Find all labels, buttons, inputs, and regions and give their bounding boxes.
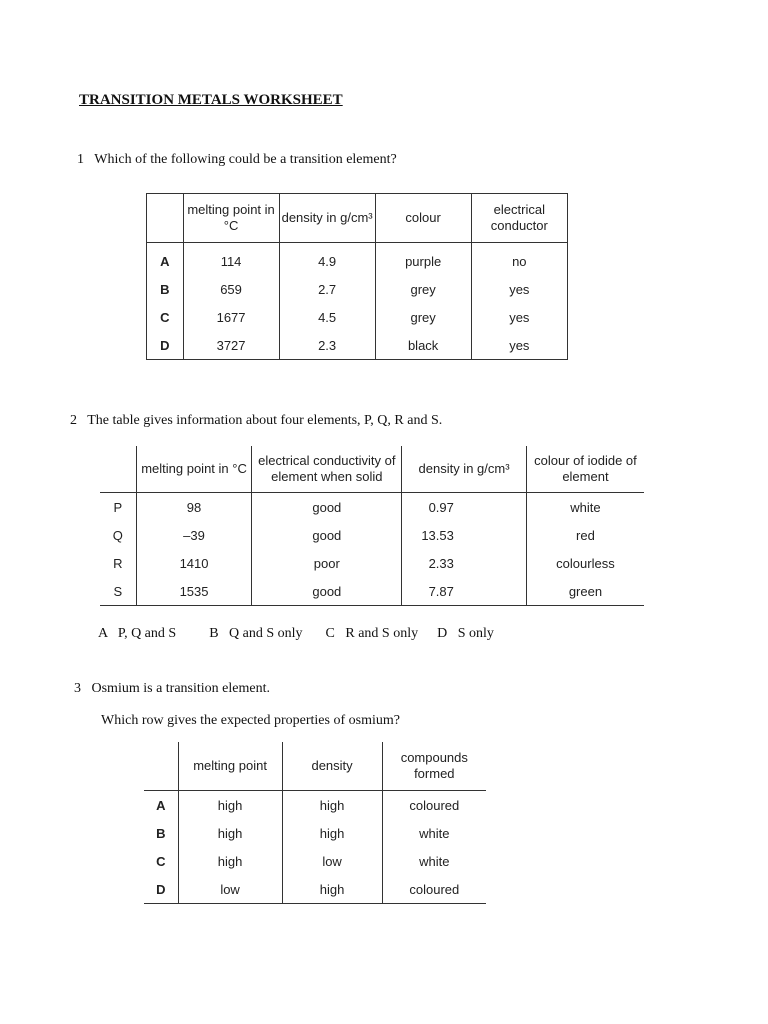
table-row <box>100 521 644 549</box>
table-header-density: density <box>282 742 382 791</box>
cell-density: low <box>282 847 382 875</box>
cell-conductor: yes <box>471 303 567 331</box>
cell-melting-point: high <box>178 847 282 875</box>
question-3 <box>74 681 270 697</box>
cell-conductor: yes <box>471 275 567 303</box>
table-row <box>147 275 568 303</box>
cell-conductivity: poor <box>252 549 402 577</box>
cell-melting-point: 114 <box>183 243 279 276</box>
cell-iodide-colour: green <box>526 577 644 606</box>
question-1 <box>77 152 397 168</box>
cell-melting-point: 659 <box>183 275 279 303</box>
cell-colour: grey <box>375 303 471 331</box>
cell-density: high <box>282 819 382 847</box>
row-label: C <box>147 303 184 331</box>
row-label: D <box>147 331 184 360</box>
table-row <box>144 791 486 820</box>
cell-melting-point: –39 <box>136 521 252 549</box>
table-row <box>147 303 568 331</box>
table-header-melting-point: melting point in °C <box>136 446 252 493</box>
row-label: A <box>147 243 184 276</box>
question-3-subtext: Which row gives the expected properties of osmium? <box>101 713 400 728</box>
cell-compounds: white <box>419 853 450 869</box>
table-row <box>144 847 486 875</box>
cell-melting-point: high <box>178 791 282 820</box>
cell-compounds: white <box>419 825 450 841</box>
table-header-melting-point: melting point in °C <box>183 194 279 243</box>
cell-density: 0.97 <box>402 493 527 522</box>
cell-density: 2.7 <box>279 275 375 303</box>
table-header-colour-of-iodide: colour of iodide of element <box>526 446 644 493</box>
question-2-table <box>100 446 644 606</box>
row-label: S <box>100 577 136 606</box>
cell-density: high <box>282 875 382 904</box>
cell-iodide-colour: white <box>570 499 601 515</box>
table-header-melting-point: melting point <box>178 742 282 791</box>
question-2-number: 2 <box>70 413 77 428</box>
row-label: B <box>147 275 184 303</box>
table-row <box>147 331 568 360</box>
table-header-blank <box>100 446 136 493</box>
table-header-electrical-conductivity: electrical conductivity of element when solid <box>252 446 402 493</box>
cell-conductor: no <box>471 243 567 276</box>
answer-option-a: A P, Q and S <box>98 626 177 641</box>
table-row <box>100 577 644 606</box>
question-1-table <box>146 193 568 360</box>
cell-melting-point: 1677 <box>183 303 279 331</box>
table-row <box>144 875 486 904</box>
cell-colour: black <box>375 331 471 360</box>
cell-melting-point: 1410 <box>136 549 252 577</box>
question-2-options <box>98 626 494 642</box>
row-label: D <box>144 875 178 904</box>
table-header-colour: colour <box>375 194 471 243</box>
cell-density: 7.87 <box>402 577 527 606</box>
question-2 <box>70 413 442 429</box>
cell-melting-point: high <box>178 819 282 847</box>
question-3-table <box>144 742 486 904</box>
question-3-number: 3 <box>74 681 81 696</box>
table-row <box>144 819 486 847</box>
question-2-text: The table gives information about four elements, P, Q, R and S. <box>87 413 443 428</box>
row-label: P <box>100 493 136 522</box>
cell-compounds: coloured <box>382 875 486 904</box>
row-label: B <box>156 825 166 841</box>
cell-colour: grey <box>375 275 471 303</box>
table-header-blank <box>144 742 178 791</box>
answer-option-b: B Q and S only <box>209 626 303 641</box>
question-3-text: Osmium is a transition element. <box>91 681 270 696</box>
cell-colour: purple <box>375 243 471 276</box>
table-header-blank <box>147 194 184 243</box>
table-header-electrical-conductor: electrical conductor <box>471 194 567 243</box>
answer-option-c: C R and S only <box>325 626 419 641</box>
cell-density: 4.9 <box>279 243 375 276</box>
table-header-compounds-formed: compounds formed <box>382 742 486 791</box>
cell-conductor: yes <box>471 331 567 360</box>
question-1-text: Which of the following could be a transition element? <box>94 152 397 167</box>
row-label: R <box>100 549 136 577</box>
cell-melting-point: 98 <box>136 493 252 522</box>
worksheet-title: TRANSITION METALS WORKSHEET <box>79 92 343 108</box>
cell-iodide-colour: red <box>576 527 595 543</box>
table-row <box>100 493 644 522</box>
cell-iodide-colour: colourless <box>556 555 615 571</box>
cell-density: high <box>282 791 382 820</box>
table-row <box>100 549 644 577</box>
cell-melting-point: 3727 <box>183 331 279 360</box>
row-label: A <box>156 797 166 813</box>
table-header-density: density in g/cm³ <box>279 194 375 243</box>
table-header-density: density in g/cm³ <box>402 446 527 493</box>
cell-melting-point: low <box>178 875 282 904</box>
answer-option-d: D S only <box>437 626 494 641</box>
row-label: C <box>156 853 166 869</box>
question-1-number: 1 <box>77 152 84 167</box>
cell-conductivity: good <box>252 521 402 549</box>
cell-density: 2.33 <box>402 549 527 577</box>
cell-melting-point: 1535 <box>136 577 252 606</box>
cell-density: 2.3 <box>279 331 375 360</box>
cell-conductivity: good <box>252 493 402 522</box>
cell-density: 4.5 <box>279 303 375 331</box>
row-label: Q <box>100 521 136 549</box>
cell-compounds: coloured <box>409 797 460 813</box>
cell-conductivity: good <box>252 577 402 606</box>
cell-density: 13.53 <box>402 521 527 549</box>
table-row <box>147 243 568 276</box>
